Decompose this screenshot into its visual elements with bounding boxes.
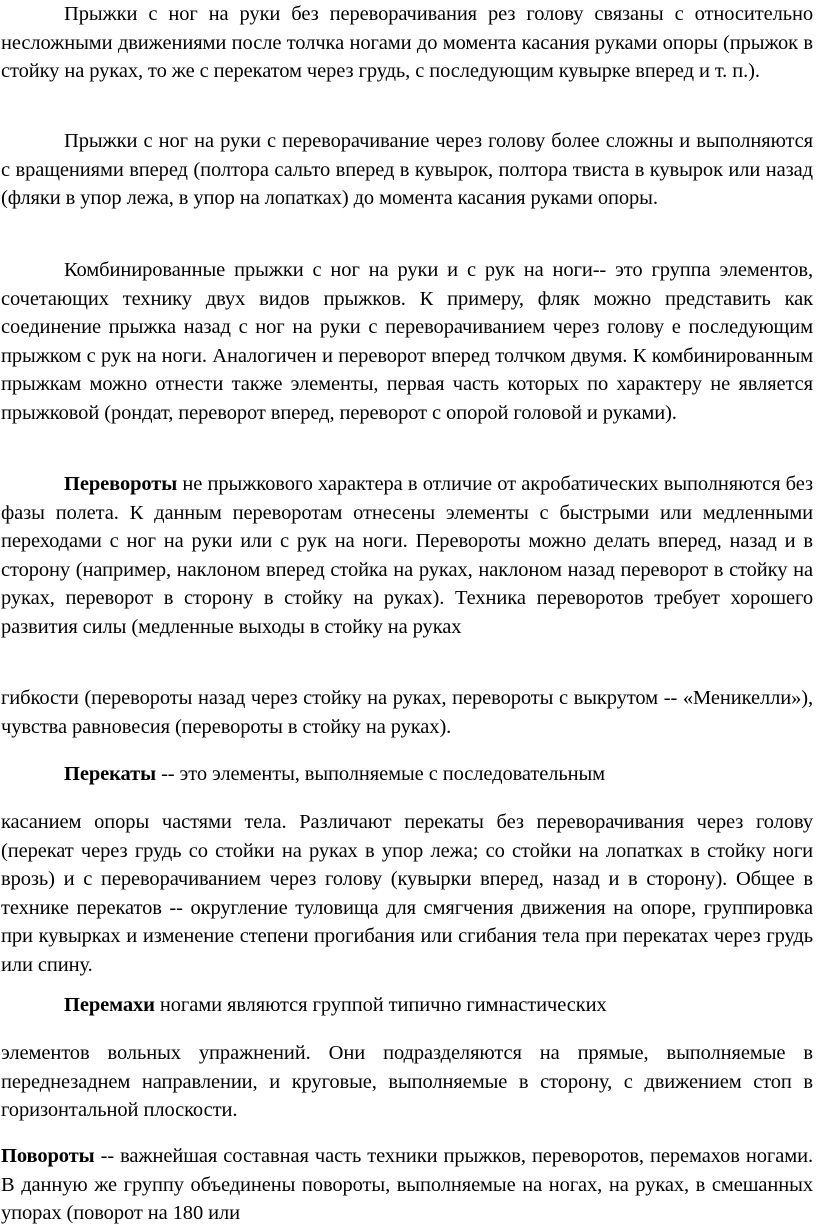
paragraph-text: гибкости (перевороты назад через стойку на руках, перевороты с выкрутом -- «Меникелли»), чувства равновесия (перевороты в стойку на руках).: [1, 687, 813, 738]
paragraph-rolls: [1, 808, 813, 980]
paragraph-jumps-without-flip: [1, 0, 813, 86]
term-perekaty: Перекаты: [64, 763, 157, 785]
paragraph-turns: [1, 1142, 813, 1228]
paragraph-swings-heading: [1, 991, 813, 1020]
paragraph-turnovers: [1, 470, 813, 642]
paragraph-text: касанием опоры частями тела. Различают перекаты без переворачивания через голову (перекат через грудь со стойки на руках в упор лежа; со стойки на лопатках в стойку ноги врозь) и с переворачиванием через голову (кувырки вперед, назад и в сторону). Общее в технике перекатов -- округление туловища для смягчения движения на опоре, группировка при кувырках и изменение степени прогибания или сгибания тела при перекатах через грудь или спину.: [1, 811, 813, 976]
paragraph-jumps-with-flip: [1, 127, 813, 213]
paragraph-text: -- важнейшая составная часть техники прыжков, переворотов, перемахов ногами. В данную же группу объединены повороты, выполняемые на ногах, на руках, в смешанных упорах (поворот на 180 или: [1, 1145, 813, 1225]
paragraph-swings: [1, 1039, 813, 1125]
term-perevoroty: Перевороты: [64, 473, 178, 495]
paragraph-text: Комбинированные прыжки с ног на руки и с рук на ноги-- это группа элементов, сочетающих технику двух видов прыжков. К примеру, фляк можно представить как соединение прыжка назад с ног на руки с переворачиванием через голову е последующим прыжком с рук на ноги. Аналогичен и переворот вперед толчком двумя. К комбинированным прыжкам можно отнести также элементы, первая часть которых по характеру не является прыжковой (рондат, переворот вперед, переворот с опорой головой и руками).: [1, 259, 813, 424]
paragraph-combined-jumps: [1, 256, 813, 428]
paragraph-text: Прыжки с ног на руки с переворачивание через голову более сложны и выполняются с вращениями вперед (полтора сальто вперед в кувырок, полтора твиста в кувырок или назад (фляки в упор лежа, в упор на лопатках) до момента касания руками опоры.: [1, 130, 813, 210]
paragraph-text: ногами являются группой типично гимнастических: [154, 994, 607, 1016]
paragraph-text: не прыжкового характера в отличие от акробатических выполняются без фазы полета. К данным переворотам отнесены элементы с быстрыми или медленными переходами с ног на руки или с рук на ноги. Перевороты можно делать вперед, назад и в сторону (например, наклоном вперед стойка на руках, наклоном назад переворот в стойку на руках, переворот в сторону в стойку на руках). Техника переворотов требует хорошего развития силы (медленные выходы в стойку на руках: [1, 473, 813, 638]
paragraph-text: -- это элементы, выполняемые с последовательным: [156, 763, 606, 785]
term-povoroty: Повороты: [1, 1145, 95, 1167]
term-peremakhi: Перемахи: [64, 994, 155, 1016]
paragraph-text: Прыжки с ног на руки без переворачивания рез голову связаны с относительно несложными движениями после толчка ногами до момента касания руками опоры (прыжок в стойку на руках, то же с перекатом через грудь, с последующим кувырке вперед и т. п.).: [1, 3, 813, 83]
paragraph-rolls-heading: [1, 760, 813, 789]
paragraph-flexibility: [1, 684, 813, 741]
paragraph-text: элементов вольных упражнений. Они подразделяются на прямые, выполняемые в переднезаднем направлении, и круговые, выполняемые в сторону, с движением стоп в горизонтальной плоскости.: [1, 1042, 813, 1122]
